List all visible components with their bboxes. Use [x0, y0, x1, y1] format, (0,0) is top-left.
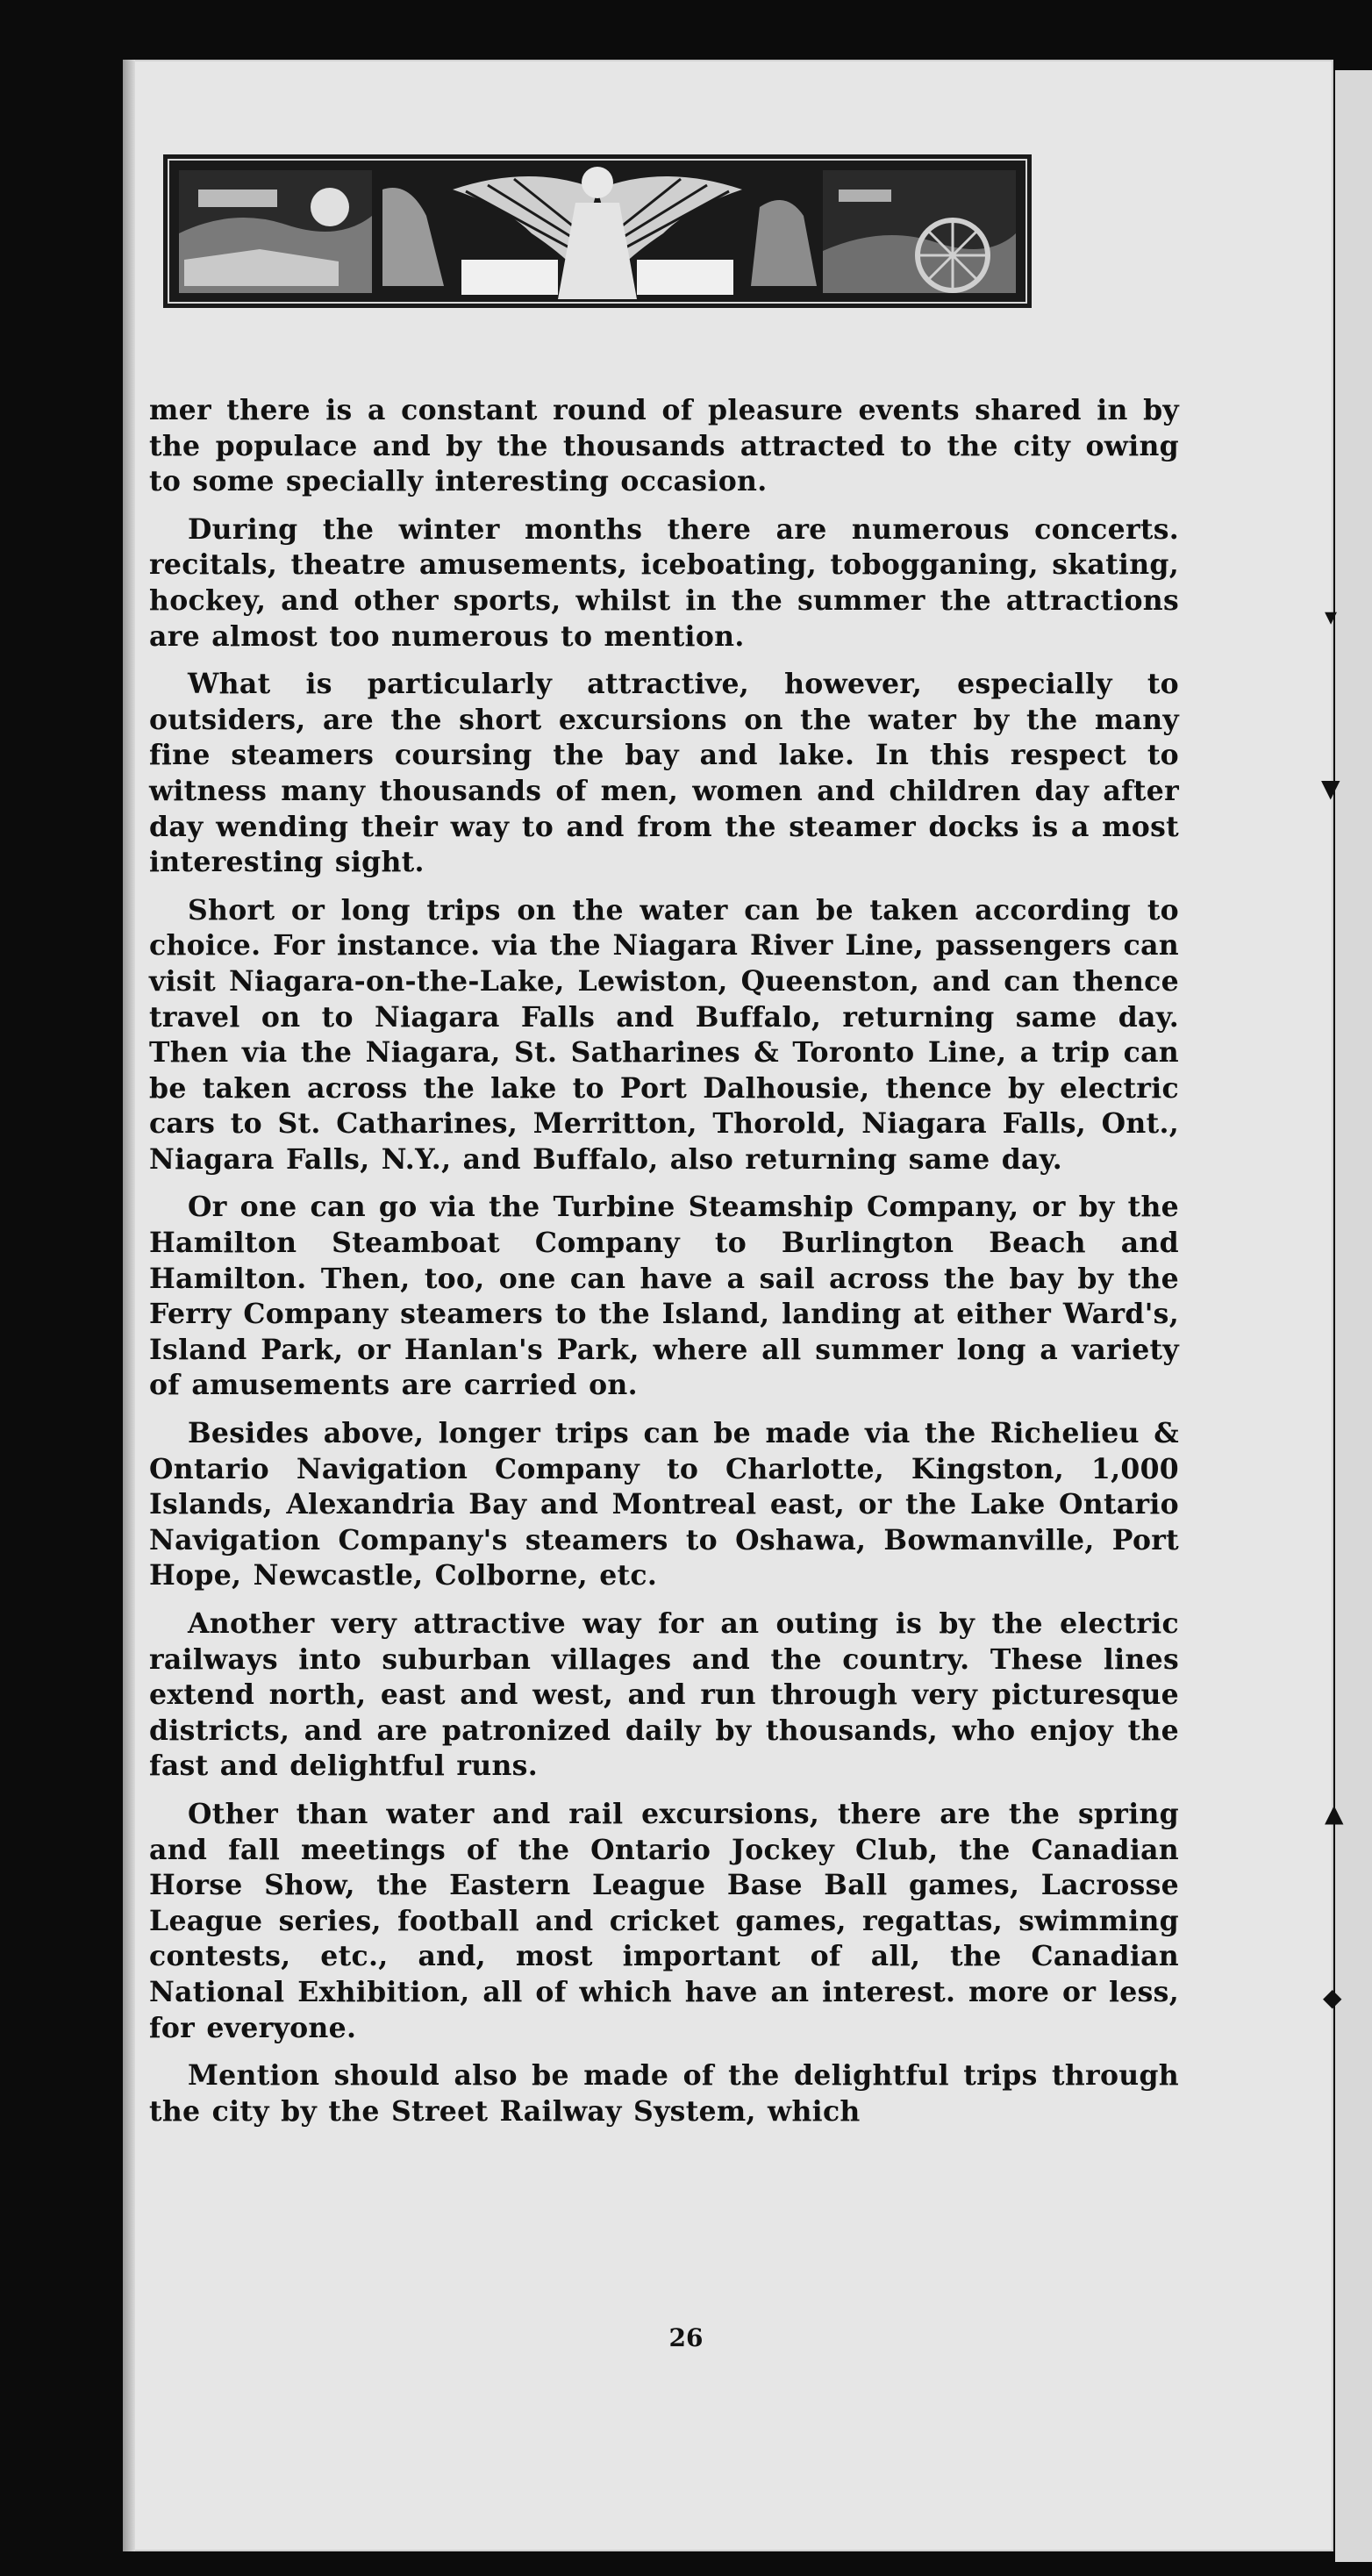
paragraph-6: Besides above, longer trips can be made via the Richelieu & Ontario Navigation Company to Charlotte, Kingston, 1,000 Islands, Alexandria Bay and Montreal east, or the Lake Ontario Navigation Company's steamers to Oshawa, Bowmanville, Port Hope, Newcastle, Colborne, etc. — [149, 1417, 1179, 1592]
adjacent-page-edge — [1335, 70, 1372, 2562]
paragraph-2: During the winter months there are numerous concerts. recitals, theatre amusements, iceboating, tobogganing, skating, hockey, and other sports, whilst in the summer the attractions are almost too numerous to mention. — [149, 512, 1179, 653]
paragraph-5: Or one can go via the Turbine Steamship Company, or by the Hamilton Steamboat Company to Burlington Beach and Hamilton. Then, too, one can have a sail across the bay by the Ferry Company steamers to the Island, landing at either Ward's, Island Park, or Hanlan's Park, where all summer long a variety of amusements are carried on. — [149, 1191, 1179, 1402]
margin-mark-icon: ▲ — [1325, 1799, 1344, 1828]
page-binding-shadow — [123, 60, 135, 2551]
page-number: 26 — [668, 2323, 704, 2352]
paragraph-8: Other than water and rail excursions, there are the spring and fall meetings of the Ontario Jockey Club, the Canadian Horse Show, the Eastern League Base Ball games, Lacrosse League series, football and cricket games, regattas, swimming contests, etc., and, most important of all, the Canadian National Exhibition, all of which have an interest. more or less, for everyone. — [149, 1797, 1179, 2044]
paragraph-1: mer there is a constant round of pleasure events shared in by the populace and by the thousands attracted to the city owing to some specially interesting occasion. — [149, 394, 1179, 498]
margin-mark-icon: ▾ — [1325, 602, 1338, 631]
body-text — [149, 393, 1179, 2142]
margin-mark-icon: ◆ — [1323, 1983, 1342, 2012]
paragraph-3: What is particularly attractive, however, especially to outsiders, are the short excursions on the water by the many fine steamers coursing the bay and lake. In this respect to witness many thousands of men, women and children day after day wending their way to and from the steamer docks is a most interesting sight. — [149, 668, 1179, 879]
decorative-header-banner — [163, 154, 1032, 308]
paragraph-7: Another very attractive way for an outing is by the electric railways into suburban villages and the country. These lines extend north, east and west, and run through very picturesque districts, and are patronized daily by thousands, who enjoy the fast and delightful runs. — [149, 1607, 1179, 1783]
paragraph-9: Mention should also be made of the delightful trips through the city by the Street Railway System, which — [149, 2059, 1179, 2128]
margin-mark-icon: ▼ — [1321, 774, 1340, 803]
paragraph-4: Short or long trips on the water can be taken according to choice. For instance. via the Niagara River Line, passengers can visit Niagara-on-the-Lake, Lewiston, Queenston, and can thence travel on to Niagara Falls and Buffalo, returning same day. Then via the Niagara, St. Satharines & Toronto Line, a trip can be taken across the lake to Port Dalhousie, thence by electric cars to St. Catharines, Merritton, Thorold, Niagara Falls, Ont., Niagara Falls, N.Y., and Buffalo, also returning same day. — [149, 893, 1179, 1176]
